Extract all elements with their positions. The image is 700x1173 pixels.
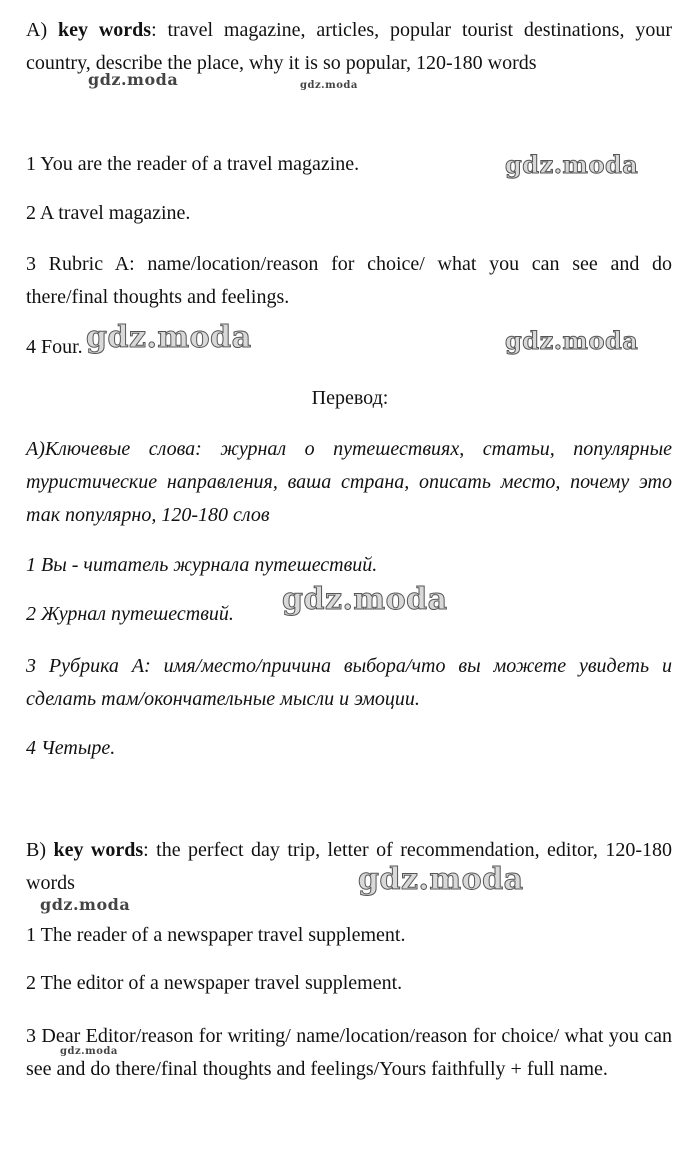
answer-b-3: 3 Dear Editor/reason for writing/ name/location/reason for choice/ what you can see and do there/final thoughts and feelings/Yours faithfully + full name. [26,1025,672,1080]
translation-answer-1: 1 Вы - читатель журнала путешествий. [26,554,378,576]
answer-a-3: 3 Rubric A: name/location/reason for choice/ what you can see and do there/final thoughts and feelings. [26,253,672,308]
answer-a-2: 2 A travel magazine. [26,202,191,224]
section-a-label: A) [26,19,48,41]
section-b-key-words [26,834,672,900]
watermark: gdz.moda [505,150,639,179]
translation-heading: Перевод: [311,387,389,409]
answer-a-1: 1 You are the reader of a travel magazine. [26,153,360,175]
translation-key-words: А)Ключевые слова: журнал о путешествиях, статьи, популярные туристические направления, ваша страна, описать место, почему это так популярно, 120-180 слов [26,438,672,526]
key-words-label-b: key words [53,839,144,861]
watermark: gdz.moda [358,862,524,897]
key-words-text: : travel magazine, articles, popular tourist destinations, your country, describe the place, why it is so popular, 120-180 words [26,19,672,74]
answer-b-1: 1 The reader of a newspaper travel supplement. [26,924,406,946]
key-words-text-b: : the perfect day trip, letter of recommendation, editor, 120-180 words [26,839,673,894]
watermark: gdz.moda [282,582,448,617]
answer-b-2: 2 The editor of a newspaper travel supplement. [26,972,403,994]
watermark: gdz.moda [86,320,252,355]
watermark: gdz.moda [88,70,179,89]
watermark: gdz.moda [300,80,358,91]
translation-answer-2: 2 Журнал путешествий. [26,603,234,625]
watermark: gdz.moda [60,1046,118,1057]
section-b-label: B) [26,839,46,861]
key-words-label: key words [57,19,152,41]
watermark: gdz.moda [40,895,131,914]
translation-answer-4: 4 Четыре. [26,737,116,759]
answer-a-4: 4 Four. [26,336,83,358]
watermark: gdz.moda [505,326,639,355]
translation-answer-3: 3 Рубрика А: имя/место/причина выбора/что вы можете увидеть и сделать там/окончательные мысли и эмоции. [26,655,672,710]
